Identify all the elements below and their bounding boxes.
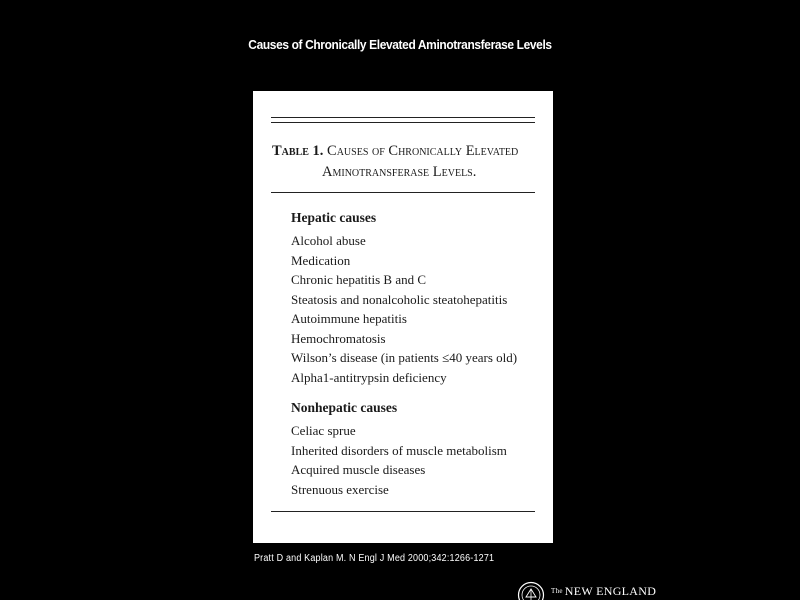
hepatic-cause-item: Steatosis and nonalcoholic steatohepatitis <box>291 291 508 307</box>
hepatic-cause-item: Medication <box>291 252 351 268</box>
nonhepatic-cause-item: Celiac sprue <box>291 423 356 438</box>
journal-logo <box>517 581 657 600</box>
hepatic-cause-item: Hemochromatosis <box>291 330 386 346</box>
table-label: Table 1. <box>272 143 324 159</box>
hepatic-causes-title: Hepatic causes <box>291 210 377 225</box>
hepatic-cause-item: Alcohol abuse <box>291 233 366 248</box>
nonhepatic-causes-title: Nonhepatic causes <box>291 400 398 415</box>
nonhepatic-causes-section <box>291 398 507 499</box>
hepatic-cause-item: Alpha1-antitrypsin deficiency <box>291 369 447 385</box>
hepatic-cause-item: Autoimmune hepatitis <box>291 311 407 326</box>
nonhepatic-cause-item: Inherited disorders of muscle metabolism <box>291 442 507 458</box>
hepatic-causes-section <box>291 208 517 387</box>
table-heading-rule <box>271 192 535 193</box>
table-heading <box>272 141 542 183</box>
nonhepatic-cause-item: Strenuous exercise <box>291 481 389 497</box>
journal-name-main: NEW ENGLAND <box>564 584 657 598</box>
journal-name <box>551 584 656 599</box>
table-heading-line1: Causes of Chronically Elevated <box>327 143 519 159</box>
slide-title: Causes of Chronically Elevated Aminotransferase Levels <box>248 37 552 52</box>
table-bottom-rule <box>271 511 535 512</box>
table-top-double-rule <box>271 117 535 123</box>
table-heading-line2: Aminotransferase Levels. <box>322 164 477 180</box>
table-card <box>253 91 553 543</box>
hepatic-cause-item: Chronic hepatitis B and C <box>291 272 427 287</box>
hepatic-cause-item: Wilson’s disease (in patients ≤40 years old) <box>291 350 518 365</box>
nonhepatic-cause-item: Acquired muscle diseases <box>291 462 426 477</box>
journal-name-prefix: The <box>551 587 563 595</box>
citation: Pratt D and Kaplan M. N Engl J Med 2000;342:1266-1271 <box>254 553 495 564</box>
journal-seal-icon <box>517 581 545 600</box>
